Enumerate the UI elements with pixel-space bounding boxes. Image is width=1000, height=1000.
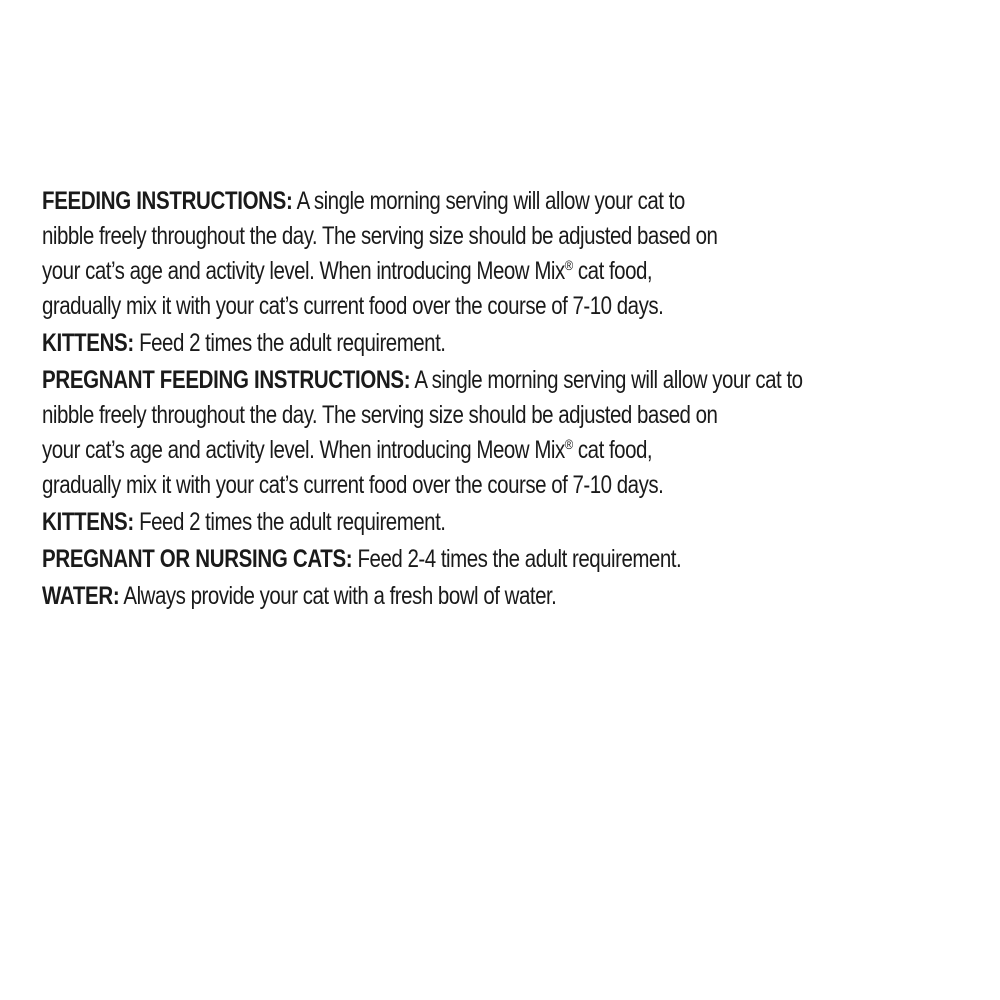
kittens-paragraph [42,326,977,361]
water-text: Always provide your cat with a fresh bowl of water. [119,582,557,610]
feeding-instructions-document [42,184,982,614]
pregnant-feeding-instructions-label: PREGNANT FEEDING INSTRUCTIONS: [42,366,411,394]
feeding-line-1 [42,184,977,219]
feeding-line-4: gradually mix it with your cat’s current food over the course of 7-10 days. [42,292,664,320]
pregnant-nursing-line [42,542,977,577]
feeding-line-2: nibble freely throughout the day. The serving size should be adjusted based on [42,222,718,250]
kittens-text-2: Feed 2 times the adult requirement. [133,508,446,536]
pregnant-feeding-text-3a: your cat’s age and activity level. When introducing Meow Mix [42,436,565,464]
kittens-label-2: KITTENS: [42,508,134,536]
pregnant-feeding-line-2: nibble freely throughout the day. The serving size should be adjusted based on [42,401,718,429]
feeding-text-3a: your cat’s age and activity level. When introducing Meow Mix [42,257,565,285]
registered-mark: ® [564,436,573,452]
pregnant-feeding-line-3 [42,433,977,468]
kittens-label: KITTENS: [42,329,134,357]
pregnant-feeding-line-4: gradually mix it with your cat’s current food over the course of 7-10 days. [42,471,664,499]
water-paragraph [42,579,977,614]
pregnant-feeding-text-1: A single morning serving will allow your cat to [410,366,803,394]
pregnant-feeding-line-1 [42,363,977,398]
kittens-text: Feed 2 times the adult requirement. [133,329,446,357]
kittens-paragraph-2 [42,505,977,540]
feeding-text-1: A single morning serving will allow your cat to [292,187,685,215]
kittens-line [42,326,977,361]
pregnant-feeding-instructions-paragraph [42,363,977,503]
pregnant-nursing-paragraph [42,542,977,577]
water-line [42,579,977,614]
registered-mark: ® [564,257,573,273]
feeding-instructions-label: FEEDING INSTRUCTIONS: [42,187,293,215]
pregnant-nursing-label: PREGNANT OR NURSING CATS: [42,545,353,573]
water-label: WATER: [42,582,120,610]
feeding-text-3b: cat food, [572,257,653,285]
kittens-line-2 [42,505,977,540]
feeding-instructions-paragraph [42,184,977,324]
feeding-line-3 [42,254,977,289]
pregnant-feeding-text-3b: cat food, [572,436,653,464]
pregnant-nursing-text: Feed 2-4 times the adult requirement. [352,545,682,573]
